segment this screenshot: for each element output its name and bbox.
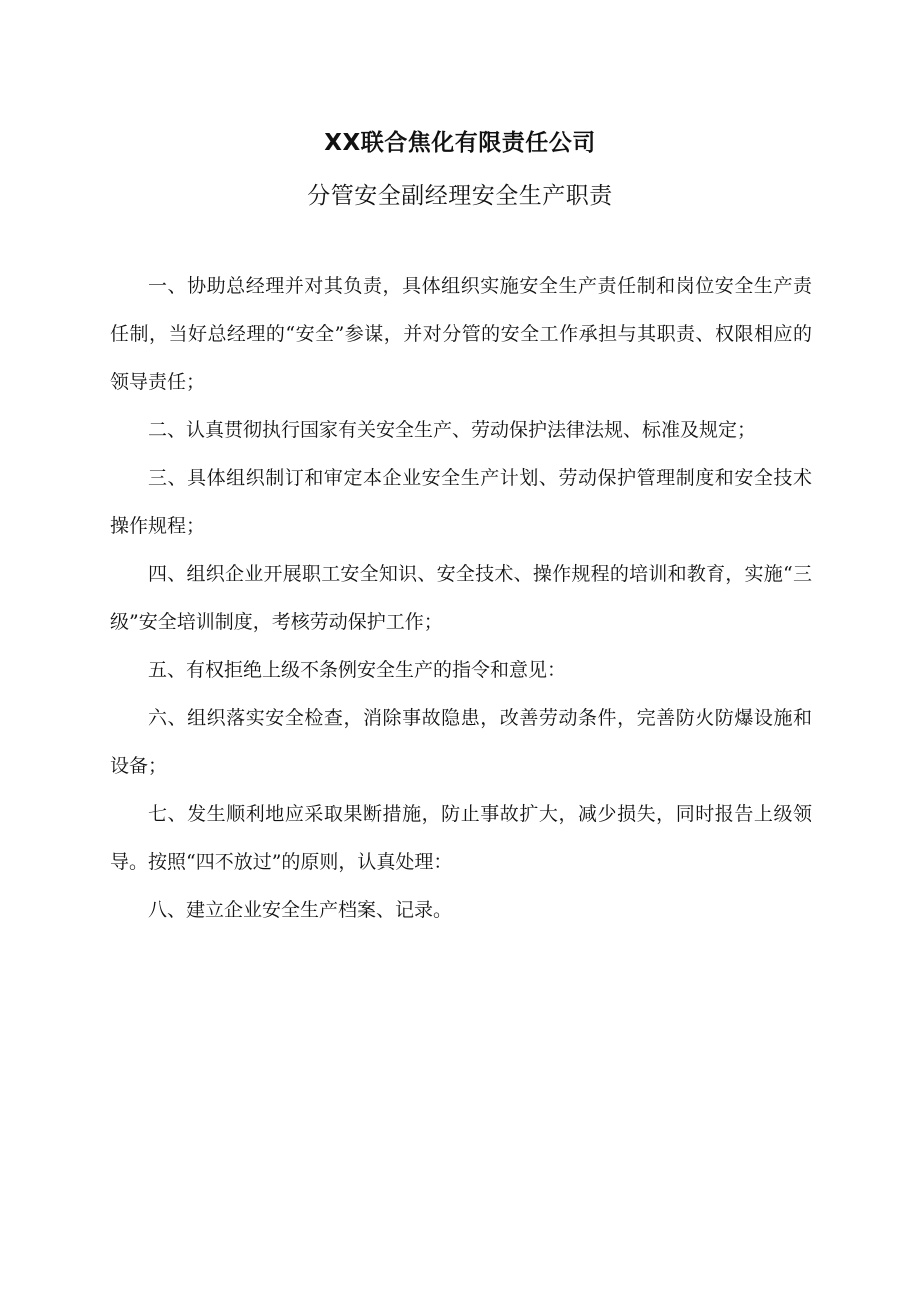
duty-item-5: 五、有权拒绝上级不条例安全生产的指令和意见： [148,659,567,681]
duty-item-7: 七、发生顺利地应采取果断措施，防止事故扩大，减少损失，同时报告上级领导。按照“四不放过”的原则，认真处理： [110,803,812,873]
duty-item-2: 二、认真贯彻执行国家有关安全生产、劳动保护法律法规、标准及规定； [148,419,757,441]
duty-item-6: 六、组织落实安全检查，消除事故隐患，改善劳动条件，完善防火防爆设施和设备； [110,707,812,777]
company-title: XX联合焦化有限责任公司 [324,130,596,156]
duty-item-4: 四、组织企业开展职工安全知识、安全技术、操作规程的培训和教育，实施“三级”安全培训制度，考核劳动保护工作； [110,563,812,633]
duty-item-8: 八、建立企业安全生产档案、记录。 [148,899,453,921]
duty-item-3: 三、具体组织制订和审定本企业安全生产计划、劳动保护管理制度和安全技术操作规程； [110,467,812,537]
document-title: 分管安全副经理安全生产职责 [307,183,613,209]
title-block [0,128,920,211]
duty-item-1: 一、协助总经理并对其负责，具体组织实施安全生产责任制和岗位安全生产责任制，当好总经理的“安全”参谋，并对分管的安全工作承担与其职责、权限相应的领导责任； [110,275,812,393]
document-body [110,262,812,934]
